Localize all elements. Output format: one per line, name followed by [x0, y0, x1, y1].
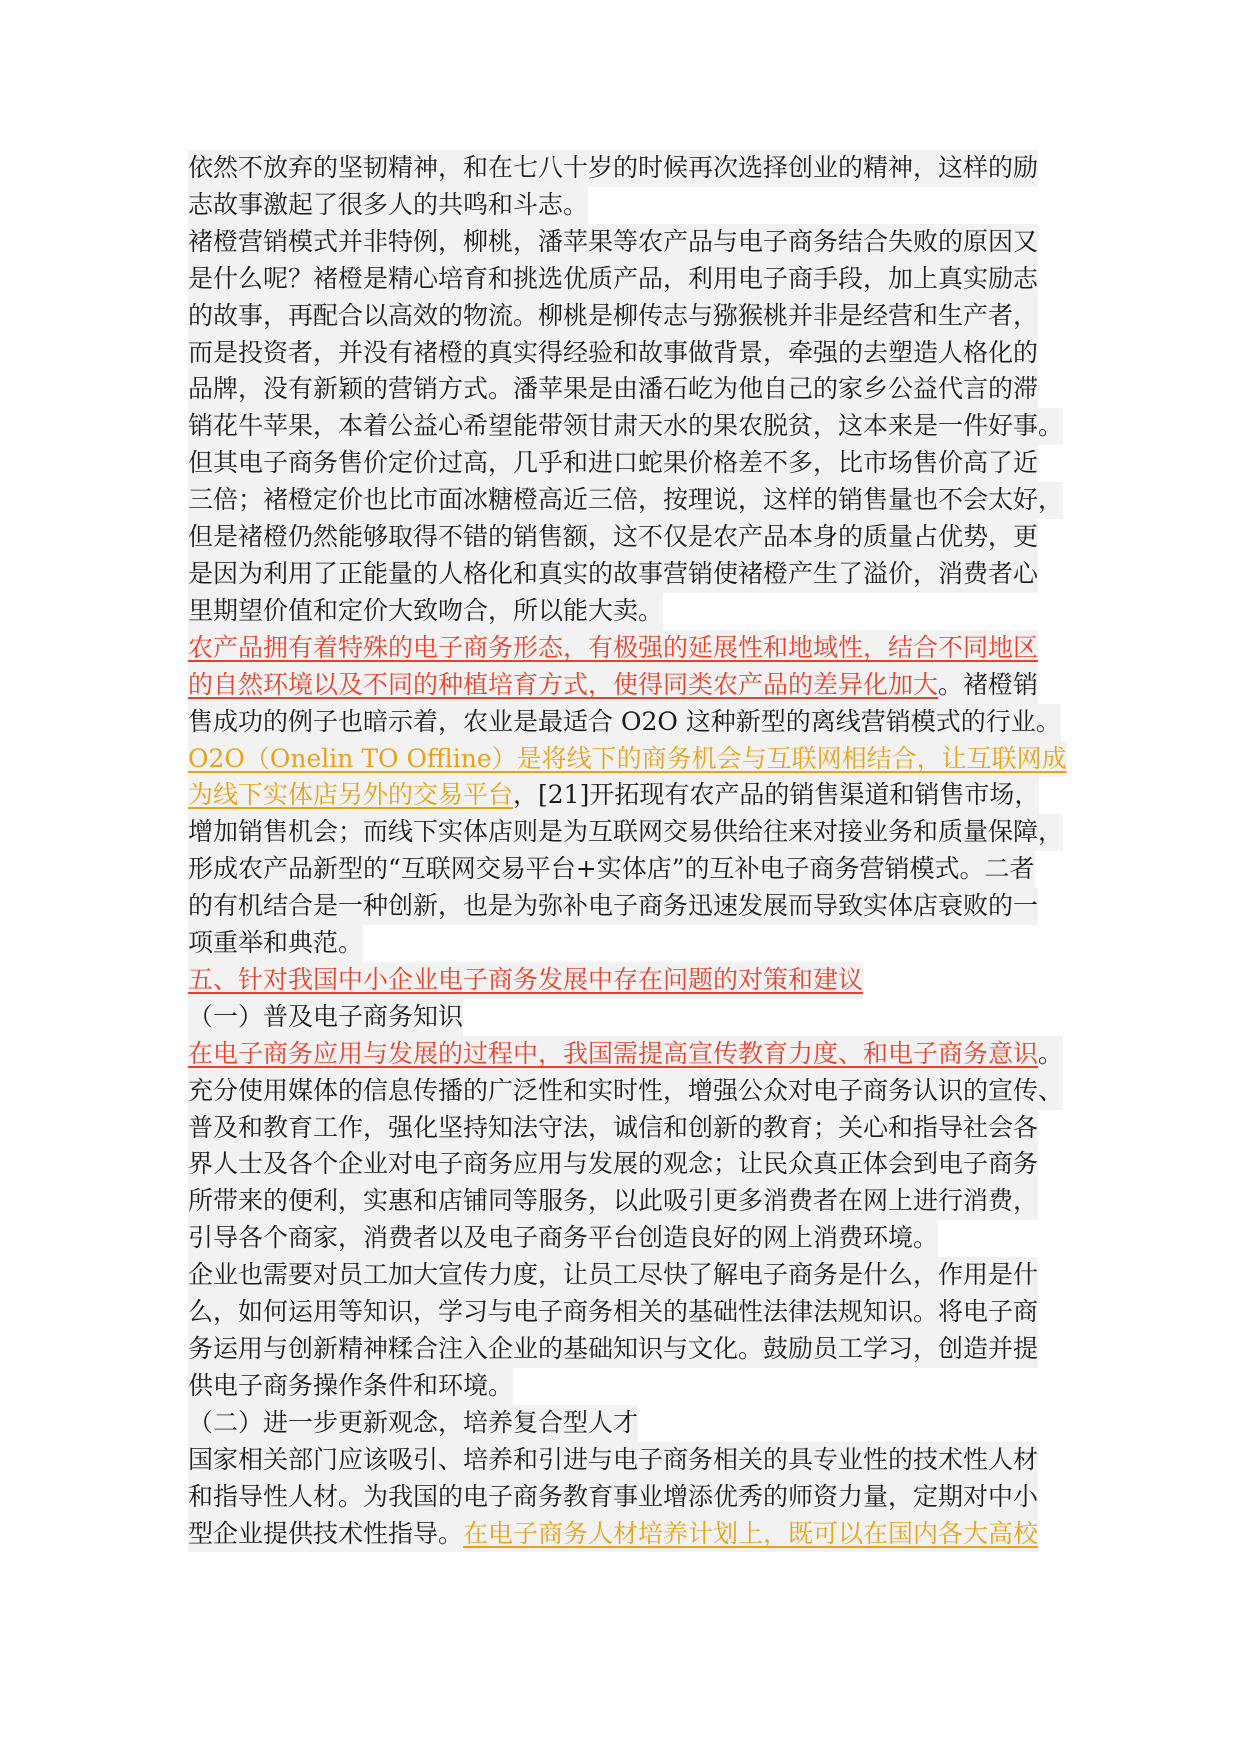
- text-line: [188, 667, 1038, 704]
- text-segment: 褚橙营销模式并非特例，柳桃，潘苹果等农产品与电子商务结合失败的原因又: [188, 226, 1039, 256]
- highlighted-text-segment: O2O（Onelin TO Offline）是将线下的商务机会与互联网相结合，让互联网成: [188, 743, 1067, 773]
- text-segment: 形成农产品新型的“互联网交易平台+实体店”的互补电子商务营销模式。二者: [188, 854, 1035, 884]
- text-line: [188, 925, 363, 962]
- text-segment: 界人士及各个企业对电子商务应用与发展的观念；让民众真正体会到电子商务: [188, 1149, 1039, 1179]
- text-line: [188, 630, 1038, 667]
- paragraph: [188, 224, 1078, 630]
- text-segment: 。褚橙销: [938, 669, 1039, 699]
- text-line: [188, 1516, 1038, 1553]
- text-segment: 企业也需要对员工加大宣传力度，让员工尽快了解电子商务是什么，作用是什: [188, 1260, 1039, 1290]
- highlighted-text-segment: 五、针对我国中小企业电子商务发展中存在问题的对策和建议: [188, 964, 864, 994]
- text-segment: 项重举和典范。: [188, 928, 364, 958]
- text-segment: 么，如何运用等知识，学习与电子商务相关的基础性法律法规知识。将电子商: [188, 1297, 1039, 1327]
- text-segment: 引导各个商家，消费者以及电子商务平台创造良好的网上消费环境。: [188, 1223, 939, 1253]
- text-line: [188, 1073, 1063, 1110]
- text-segment: 品牌，没有新颖的营销方式。潘苹果是由潘石屹为他自己的家乡公益代言的滞: [188, 374, 1039, 404]
- text-line: [188, 224, 1038, 261]
- text-segment: 。: [1038, 1038, 1064, 1068]
- text-line: [188, 1368, 513, 1405]
- text-line: [188, 1183, 1038, 1220]
- document-page: [188, 150, 1078, 1552]
- highlighted-text-segment: 农产品拥有着特殊的电子商务形态，有极强的延展性和地域性，结合不同地区: [188, 632, 1039, 662]
- text-line: [188, 593, 663, 630]
- text-line: [188, 408, 1063, 445]
- text-line: [188, 1257, 1038, 1294]
- text-line: [188, 1146, 1038, 1183]
- text-segment: 所带来的便利，实惠和店铺同等服务，以此吸引更多消费者在网上进行消费，: [188, 1186, 1039, 1216]
- text-line: [188, 741, 1067, 778]
- text-segment: 务运用与创新精神糅合注入企业的基础知识与文化。鼓励员工学习，创造并提: [188, 1334, 1039, 1363]
- text-line: [188, 814, 1063, 851]
- text-segment: 售成功的例子也暗示着，农业是最适合 O2O 这种新型的离线营销模式的行业。: [188, 706, 1061, 736]
- text-segment: 但是褚橙仍然能够取得不错的销售额，这不仅是农产品本身的质量占优势，更: [188, 522, 1039, 552]
- paragraph: [188, 741, 1078, 962]
- text-segment: 增加销售机会；而线下实体店则是为互联网交易供给往来对接业务和质量保障，: [188, 817, 1064, 847]
- text-line: [188, 1220, 938, 1257]
- paragraph: [188, 150, 1078, 224]
- text-line: [188, 371, 1038, 408]
- paragraph: [188, 1442, 1078, 1553]
- text-line: [188, 298, 1038, 335]
- text-line: [188, 187, 588, 224]
- highlighted-text-segment: 为线下实体店另外的交易平台: [188, 780, 514, 810]
- highlighted-text-segment: 在电子商务应用与发展的过程中，我国需提高宣传教育力度、和电子商务意识: [188, 1038, 1039, 1068]
- text-segment: 志故事激起了很多人的共鸣和斗志。: [188, 189, 589, 219]
- text-line: [188, 777, 1039, 814]
- paragraph: [188, 630, 1078, 741]
- text-segment: （一）普及电子商务知识: [188, 1001, 464, 1031]
- text-line: [188, 1110, 1038, 1147]
- text-line: [188, 1442, 1038, 1479]
- text-segment: 供电子商务操作条件和环境。: [188, 1370, 514, 1400]
- text-segment: 三倍；褚橙定价也比市面冰糖橙高近三倍，按理说，这样的销售量也不会太好，: [188, 485, 1064, 515]
- paragraph: [188, 962, 1078, 999]
- highlighted-text-segment: 在电子商务人材培养计划上，既可以在国内各大高校: [463, 1518, 1039, 1548]
- text-segment: 和指导性人材。为我国的电子商务教育事业增添优秀的师资力量，定期对中小: [188, 1481, 1039, 1511]
- paragraph: [188, 1405, 1078, 1442]
- text-line: [188, 556, 1038, 593]
- text-line: [188, 519, 1038, 556]
- text-line: [188, 851, 1035, 888]
- text-segment: ，[21]开拓现有农产品的销售渠道和销售市场，: [513, 780, 1040, 810]
- text-line: [188, 1405, 638, 1442]
- text-line: [188, 261, 1038, 298]
- text-segment: 国家相关部门应该吸引、培养和引进与电子商务相关的具专业性的技术性人材: [188, 1444, 1039, 1474]
- paragraph: [188, 999, 1078, 1036]
- text-segment: 依然不放弃的坚韧精神，和在七八十岁的时候再次选择创业的精神，这样的励: [188, 153, 1039, 182]
- text-line: [188, 999, 463, 1036]
- text-line: [188, 704, 1061, 741]
- text-segment: 但其电子商务售价定价过高，几乎和进口蛇果价格差不多，比市场售价高了近: [188, 448, 1039, 478]
- text-line: [188, 1479, 1038, 1516]
- text-line: [188, 962, 863, 999]
- text-line: [188, 888, 1038, 925]
- text-line: [188, 482, 1063, 519]
- text-segment: 而是投资者，并没有褚橙的真实得经验和故事做背景，牵强的去塑造人格化的: [188, 337, 1039, 367]
- text-segment: 是什么呢？褚橙是精心培育和挑选优质产品，利用电子商手段，加上真实励志: [188, 263, 1039, 293]
- text-line: [188, 1331, 1038, 1368]
- text-segment: 的故事，再配合以高效的物流。柳桃是柳传志与猕猴桃并非是经营和生产者，: [188, 300, 1039, 330]
- text-segment: 普及和教育工作，强化坚持知法守法，诚信和创新的教育；关心和指导社会各: [188, 1112, 1039, 1142]
- highlighted-text-segment: 的自然环境以及不同的种植培育方式，使得同类农产品的差异化加大: [188, 669, 939, 699]
- text-segment: 充分使用媒体的信息传播的广泛性和实时性，增强公众对电子商务认识的宣传、: [188, 1075, 1064, 1105]
- text-segment: 里期望价值和定价大致吻合，所以能大卖。: [188, 595, 664, 625]
- text-segment: 的有机结合是一种创新，也是为弥补电子商务迅速发展而导致实体店衰败的一: [188, 891, 1039, 921]
- paragraph: [188, 1257, 1078, 1405]
- text-line: [188, 445, 1038, 482]
- text-line: [188, 1294, 1038, 1331]
- text-line: [188, 1036, 1063, 1073]
- paragraph: [188, 1036, 1078, 1257]
- text-segment: 销花牛苹果，本着公益心希望能带领甘肃天水的果农脱贫，这本来是一件好事。: [188, 411, 1064, 441]
- text-segment: （二）进一步更新观念，培养复合型人才: [188, 1407, 639, 1437]
- text-line: [188, 150, 1038, 187]
- text-segment: 是因为利用了正能量的人格化和真实的故事营销使褚橙产生了溢价，消费者心: [188, 558, 1039, 588]
- text-segment: 型企业提供技术性指导。: [188, 1518, 464, 1548]
- text-line: [188, 335, 1038, 372]
